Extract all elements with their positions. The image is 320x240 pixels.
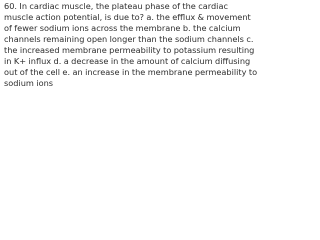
- question-text: 60. In cardiac muscle, the plateau phase of the cardiac muscle action potential, is due to? a. the efflux & movement of fewer sodium ions across the membrane b. the calcium channels remaining open longer than the sodium channels c. the increased membrane permeability to potassium resulting in K+ influx d. a decrease in the amount of calcium diffusing out of the cell e. an increase in the membrane permeability to sodium ions: [4, 1, 258, 88]
- question-card: [0, 0, 261, 88]
